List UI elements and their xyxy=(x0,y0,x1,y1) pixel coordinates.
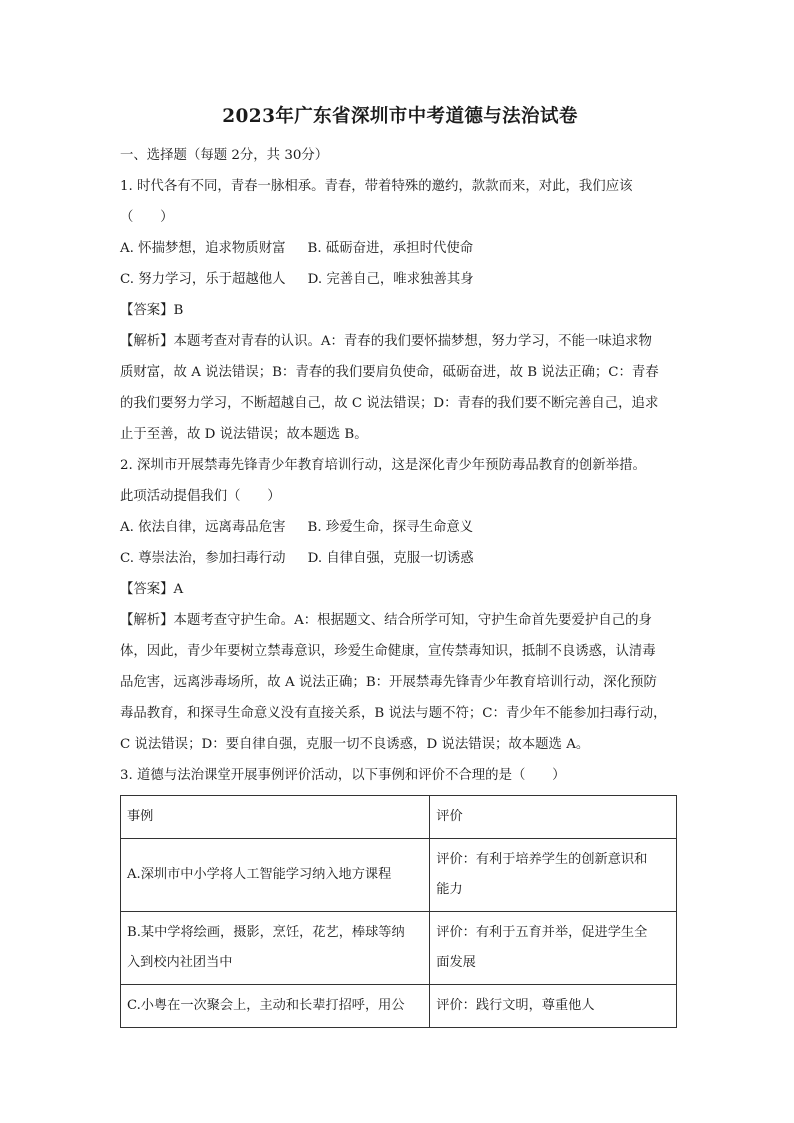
q2-option-c: C. 尊崇法治，参加扫毒行动 xyxy=(120,551,286,566)
case-c-text: C.小粤在一次聚会上，主动和长辈打招呼，用公 xyxy=(127,998,405,1013)
q2-analysis-line2: 体，因此，青少年要树立禁毒意识，珍爱生命健康，宣传禁毒知识，抵制不良诱惑，认清毒 xyxy=(120,644,656,659)
table-header-row xyxy=(121,796,677,839)
table-row xyxy=(121,839,677,912)
q2-option-a: A. 依法自律，远离毒品危害 xyxy=(120,520,286,535)
table-cell-eval-a xyxy=(430,839,677,912)
table-row xyxy=(121,912,677,985)
eval-c-text: 评价：践行文明，尊重他人 xyxy=(436,998,595,1013)
q2-option-d: D. 自律自强，克服一切诱惑 xyxy=(307,551,474,566)
table-cell-eval-b xyxy=(430,912,677,985)
q1-stem-line1: 1. 时代各有不同，青春一脉相承。青春，带着特殊的邀约，款款而来，对此，我们应该 xyxy=(120,179,633,194)
q1-option-d: D. 完善自己，唯求独善其身 xyxy=(307,272,474,287)
q1-analysis-line2: 质财富，故 A 说法错误；B：青春的我们要肩负使命，砥砺奋进，故 B 说法正确；C：青春 xyxy=(120,365,659,380)
q2-option-b: B. 珍爱生命，探寻生命意义 xyxy=(307,520,474,535)
section-heading: 一、选择题（每题 2分，共 30分） xyxy=(120,148,329,163)
q1-analysis-line4: 止于至善，故 D 说法错误；故本题选 B。 xyxy=(120,427,368,442)
question-3 xyxy=(120,760,680,1028)
table-row xyxy=(121,985,677,1028)
q1-option-a: A. 怀揣梦想，追求物质财富 xyxy=(120,241,286,256)
case-a-text: A.深圳市中小学将人工智能学习纳入地方课程 xyxy=(127,867,392,882)
q2-stem-line1: 2. 深圳市开展禁毒先锋青少年教育培训行动，这是深化青少年预防毒品教育的创新举措。 xyxy=(120,458,646,473)
table-cell-case-a xyxy=(121,839,430,912)
eval-b-line1: 评价：有利于五育并举，促进学生全 xyxy=(436,925,648,940)
q2-analysis-line1: 【解析】本题考查守护生命。A：根据题文、结合所学可知，守护生命首先要爱护自己的身 xyxy=(120,613,652,628)
q2-analysis-line5: C 说法错误；D：要自律自强，克服一切不良诱惑，D 说法错误；故本题选 A。 xyxy=(120,737,590,752)
q1-analysis-line1: 【解析】本题考查对青春的认识。A：青春的我们要怀揣梦想，努力学习，不能一味追求物 xyxy=(120,334,652,349)
q1-analysis-line3: 的我们要努力学习，不断超越自己，故 C 说法错误；D：青春的我们要不断完善自己，追求 xyxy=(120,396,659,411)
table-cell-case-b xyxy=(121,912,430,985)
q1-answer: 【答案】B xyxy=(120,303,184,318)
table-cell-case-c xyxy=(121,985,430,1028)
q1-option-c: C. 努力学习，乐于超越他人 xyxy=(120,272,286,287)
table-header-case: 事例 xyxy=(121,796,430,839)
q3-stem: 3. 道德与法治课堂开展事例评价活动，以下事例和评价不合理的是（ ） xyxy=(120,768,566,783)
q1-options-row1 xyxy=(120,233,680,264)
q1-option-b: B. 砥砺奋进，承担时代使命 xyxy=(307,241,474,256)
q2-stem-line2: 此项活动提倡我们（ ） xyxy=(120,489,281,504)
q1-stem-line2: （ ） xyxy=(120,210,174,225)
q3-case-table xyxy=(120,795,677,1028)
exam-page xyxy=(120,104,680,1028)
eval-a-line2: 能力 xyxy=(436,882,463,897)
q2-analysis-line3: 品危害，远离涉毒场所，故 A 说法正确；B：开展禁毒先锋青少年教育培训行动，深化预防 xyxy=(120,675,657,690)
case-b-line1: B.某中学将绘画，摄影，烹饪，花艺，棒球等纳 xyxy=(127,925,405,940)
q1-options-row2 xyxy=(120,264,680,295)
q2-analysis-line4: 毒品教育，和探寻生命意义没有直接关系，B 说法与题不符；C：青少年不能参加扫毒行动， xyxy=(120,706,667,721)
eval-a-line1: 评价：有利于培养学生的创新意识和 xyxy=(436,852,648,867)
case-b-line2: 入到校内社团当中 xyxy=(127,955,233,970)
q2-answer: 【答案】A xyxy=(120,582,184,597)
question-1 xyxy=(120,171,680,450)
table-header-eval: 评价 xyxy=(430,796,677,839)
page-title: 2023年广东省深圳市中考道德与法治试卷 xyxy=(222,106,578,127)
table-cell-eval-c xyxy=(430,985,677,1028)
question-2 xyxy=(120,450,680,760)
eval-b-line2: 面发展 xyxy=(436,955,476,970)
q2-options-row2 xyxy=(120,543,680,574)
q2-options-row1 xyxy=(120,512,680,543)
